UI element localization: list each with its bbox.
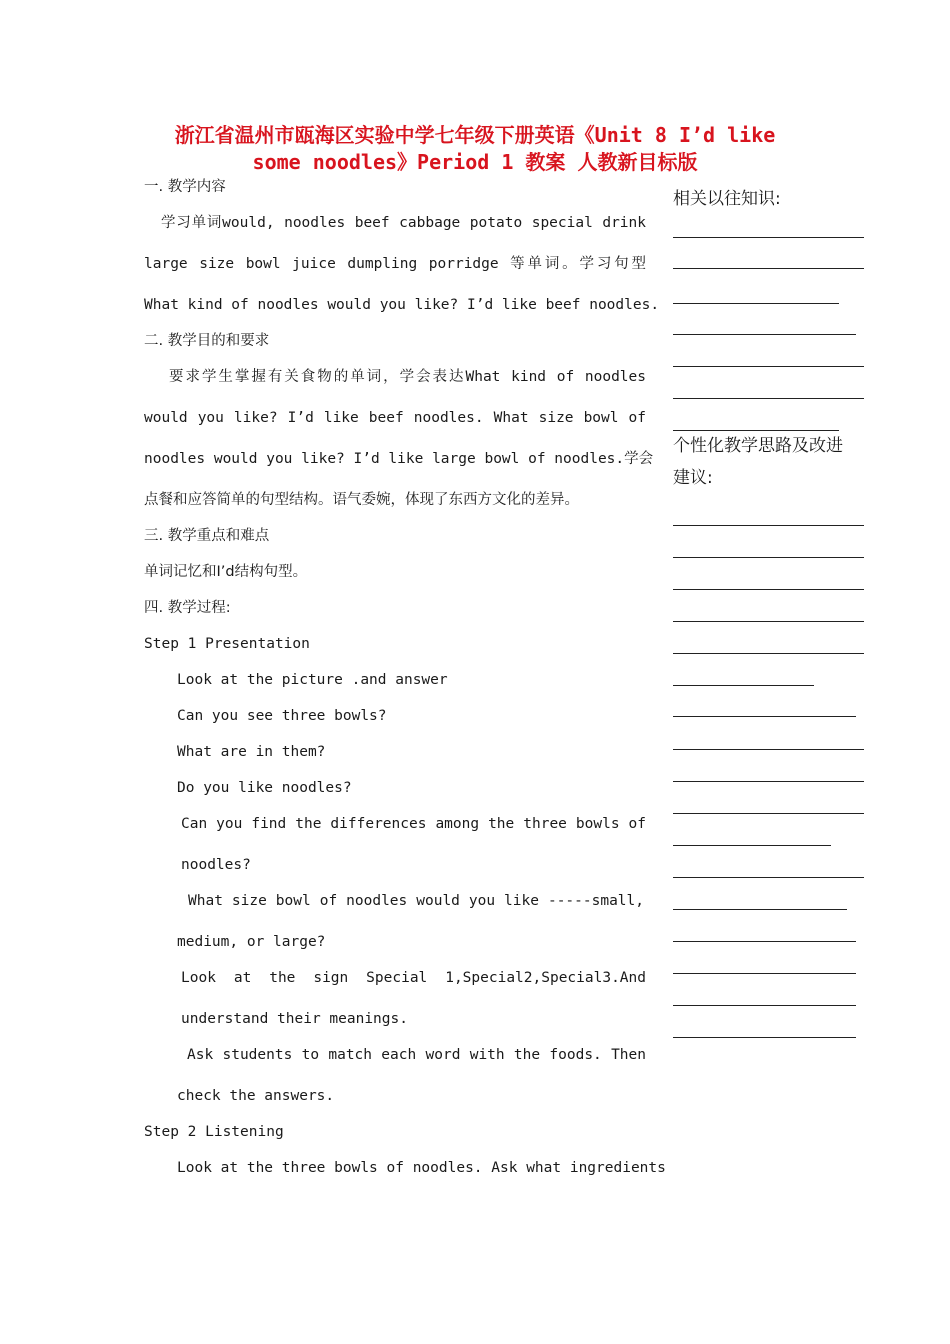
note-line <box>673 398 864 399</box>
step-1-item-e-line-2: noodles? <box>181 857 251 873</box>
step-2-heading: Step 2 Listening <box>144 1124 284 1140</box>
section-3-heading: 三. 教学重点和难点 <box>144 528 270 544</box>
note-line <box>673 1037 856 1038</box>
note-line <box>673 525 864 526</box>
note-line <box>673 303 839 304</box>
section-2-para-line-3: noodles would you like? I’d like large bowl of noodles.学会 <box>144 451 654 467</box>
section-1-para-line-2: large size bowl juice dumpling porridge 等单词。学习句型 <box>144 256 646 272</box>
step-2-para-line-1: Look at the three bowls of noodles. Ask what ingredients <box>177 1160 666 1176</box>
step-1-item-g-line-2: understand their meanings. <box>181 1011 408 1027</box>
sidebar-heading-line-1: 个性化教学思路及改进 <box>673 436 843 456</box>
note-line <box>673 653 864 654</box>
section-1-para-line-1: 学习单词would, noodles beef cabbage potato special drink <box>161 215 646 231</box>
step-1-item-d: Do you like noodles? <box>177 780 352 796</box>
note-line <box>673 877 864 878</box>
note-line <box>673 941 856 942</box>
note-line <box>673 716 856 717</box>
section-1-para-line-3: What kind of noodles would you like? I’d like beef noodles. <box>144 297 660 313</box>
note-line <box>673 749 864 750</box>
note-line <box>673 557 864 558</box>
note-line <box>673 685 814 686</box>
step-1-item-c: What are in them? <box>177 744 326 760</box>
step-1-item-h-line-1: Ask students to match each word with the foods. Then <box>187 1047 646 1063</box>
section-1-heading: 一. 教学内容 <box>144 179 226 195</box>
step-1-item-a: Look at the picture .and answer <box>177 672 448 688</box>
step-1-item-g-line-1: Look at the sign Special 1,Special2,Special3.And <box>181 970 646 986</box>
section-2-para-line-1: 要求学生掌握有关食物的单词，学会表达What kind of noodles <box>169 369 646 385</box>
note-line <box>673 909 847 910</box>
section-3-para: 单词记忆和I’d结构句型。 <box>144 564 308 580</box>
step-1-item-b: Can you see three bowls? <box>177 708 387 724</box>
step-1-item-f-line-2: medium, or large? <box>177 934 326 950</box>
title-line-2: some noodles》Period 1 教案 人教新目标版 <box>252 150 698 174</box>
step-1-item-h-line-2: check the answers. <box>177 1088 335 1104</box>
section-4-heading: 四. 教学过程: <box>144 600 231 616</box>
note-line <box>673 589 864 590</box>
step-1-item-f-line-1: What size bowl of noodles would you like -----small, <box>188 893 644 909</box>
section-2-para-line-4: 点餐和应答简单的句型结构。语气委婉，体现了东西方文化的差异。 <box>144 492 579 508</box>
note-line <box>673 334 856 335</box>
section-2-heading: 二. 教学目的和要求 <box>144 333 270 349</box>
title-line-1: 浙江省温州市瓯海区实验中学七年级下册英语《Unit 8 I’d like <box>174 123 776 147</box>
note-line <box>673 781 864 782</box>
note-line <box>673 813 864 814</box>
note-line <box>673 973 856 974</box>
note-line <box>673 366 864 367</box>
note-line <box>673 621 864 622</box>
note-line <box>673 237 864 238</box>
note-line <box>673 1005 856 1006</box>
sidebar-heading-prior-knowledge: 相关以往知识: <box>673 189 781 209</box>
step-1-heading: Step 1 Presentation <box>144 636 310 652</box>
note-line <box>673 268 864 269</box>
sidebar-heading-personalized-notes <box>673 430 873 494</box>
sidebar-heading-line-2: 建议: <box>673 468 713 488</box>
note-line <box>673 845 831 846</box>
section-2-para-line-2: would you like? I’d like beef noodles. What size bowl of <box>144 410 646 426</box>
document-title <box>120 122 830 176</box>
step-1-item-e-line-1: Can you find the differences among the three bowls of <box>181 816 646 832</box>
